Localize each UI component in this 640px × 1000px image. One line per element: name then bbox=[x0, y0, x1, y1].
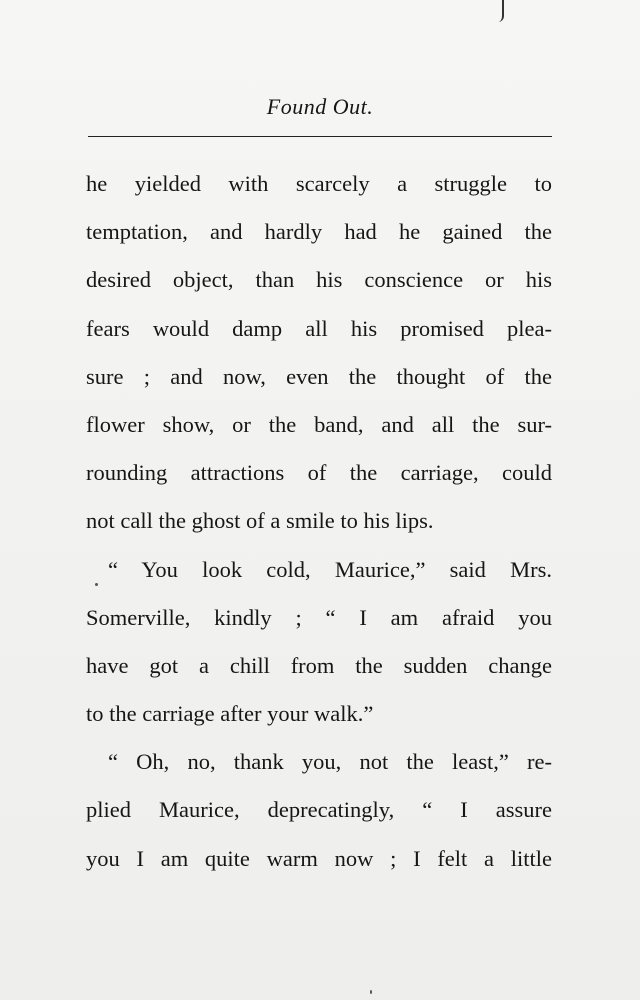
paper-speck bbox=[370, 990, 372, 994]
running-head: Found Out. bbox=[266, 94, 374, 119]
text-line: flower show, or the band, and all the sur- bbox=[86, 411, 552, 437]
text-line: sure ; and now, even the thought of the bbox=[86, 363, 552, 389]
text-line: rounding attractions of the carriage, could bbox=[86, 460, 552, 486]
text-line: “ You look cold, Maurice,” said Mrs. bbox=[108, 556, 552, 582]
text-line: to the carriage after your walk.” bbox=[86, 701, 374, 727]
text-line: fears would damp all his promised plea- bbox=[86, 315, 552, 341]
paper-speck bbox=[95, 583, 98, 586]
page-edge-mark bbox=[494, 0, 504, 22]
text-line: Somerville, kindly ; “ I am afraid you bbox=[86, 604, 552, 630]
text-line: not call the ghost of a smile to his lips. bbox=[86, 508, 434, 534]
header-rule bbox=[88, 136, 552, 137]
text-line: have got a chill from the sudden change bbox=[86, 652, 552, 678]
body-text bbox=[86, 160, 552, 883]
text-line: he yielded with scarcely a struggle to bbox=[86, 171, 552, 196]
text-line: “ Oh, no, thank you, not the least,” re- bbox=[108, 749, 552, 775]
text-line: you I am quite warm now ; I felt a little bbox=[86, 845, 552, 871]
text-line: plied Maurice, deprecatingly, “ I assure bbox=[86, 797, 552, 823]
text-line: desired object, than his conscience or his bbox=[86, 267, 552, 293]
text-line: temptation, and hardly had he gained the bbox=[86, 219, 552, 245]
